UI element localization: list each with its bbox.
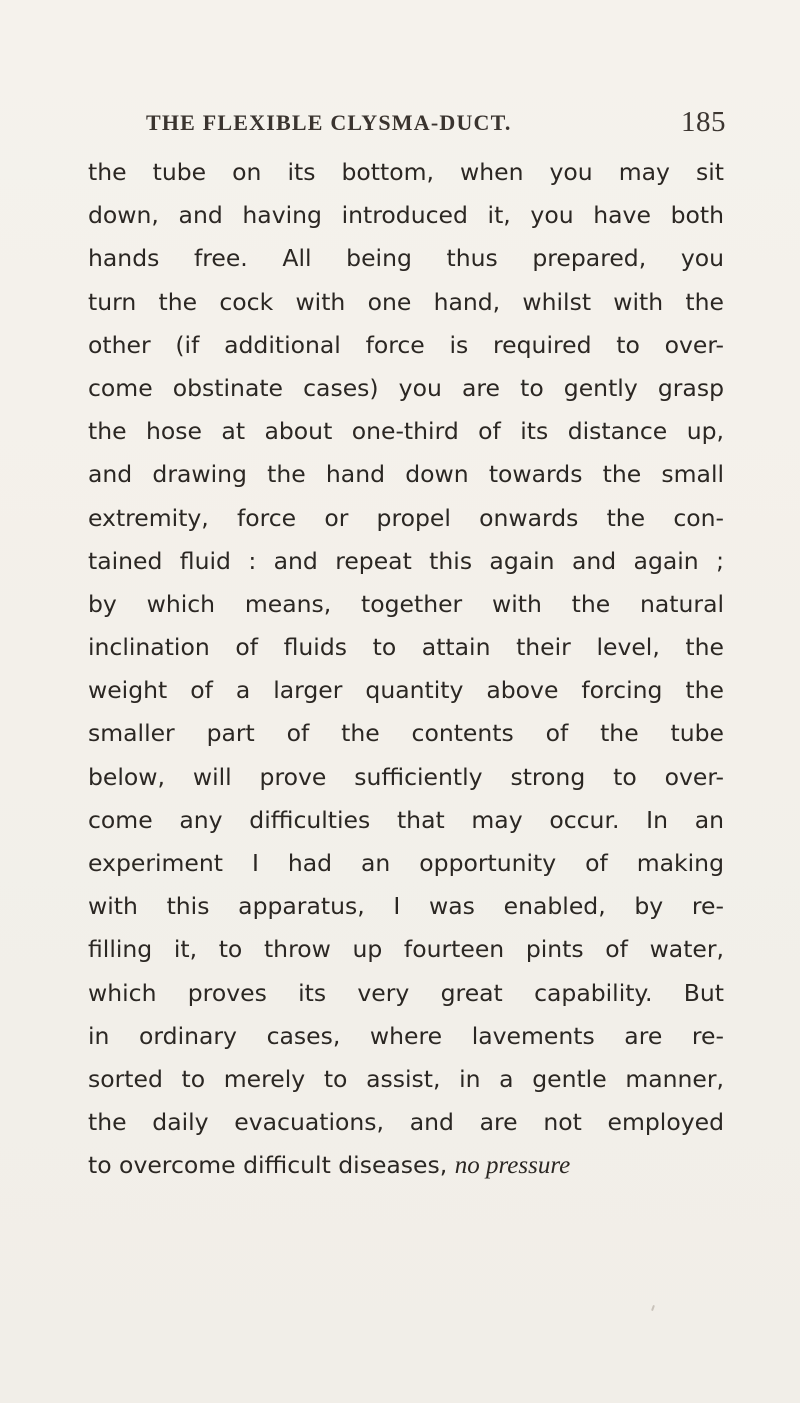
text-line: filling it, to throw up fourteen pints of water, — [88, 935, 724, 964]
final-line-italic-text: no pressure — [454, 1152, 571, 1180]
text-line: and drawing the hand down towards the small — [88, 460, 724, 489]
text-line: below, will prove sufficiently strong to over- — [88, 762, 724, 791]
final-line-text: to overcome difficult diseases, — [88, 1151, 448, 1180]
text-line-final — [88, 1144, 724, 1187]
text-line: which proves its very great capability. But — [88, 978, 724, 1007]
running-title: THE FLEXIBLE CLYSMA-DUCT. — [146, 110, 512, 135]
text-line: other (if additional force is required to over- — [88, 330, 724, 359]
text-line: hands free. All being thus prepared, you — [88, 244, 724, 273]
text-line: with this apparatus, I was enabled, by re- — [88, 892, 724, 921]
text-line: inclination of fluids to attain their level, the — [88, 633, 724, 662]
text-line: the daily evacuations, and are not employed — [88, 1108, 724, 1137]
running-head — [146, 106, 726, 146]
text-line: turn the cock with one hand, whilst with the — [88, 287, 724, 316]
text-line: come obstinate cases) you are to gently grasp — [88, 373, 724, 402]
text-line: weight of a larger quantity above forcing the — [88, 676, 724, 705]
text-line: the tube on its bottom, when you may sit — [88, 158, 724, 186]
text-line: tained fluid : and repeat this again and again ; — [88, 546, 724, 575]
text-line: sorted to merely to assist, in a gentle manner, — [88, 1064, 724, 1093]
text-line: smaller part of the contents of the tube — [88, 719, 724, 748]
text-line: experiment I had an opportunity of making — [88, 849, 724, 877]
text-line: by which means, together with the natural — [88, 589, 724, 618]
page-number: 185 — [681, 106, 726, 138]
text-line: in ordinary cases, where lavements are re- — [88, 1021, 724, 1050]
paper-speck — [651, 1305, 655, 1311]
body-text — [88, 151, 724, 1188]
text-line: the hose at about one-third of its distance up, — [88, 417, 724, 446]
text-line: extremity, force or propel onwards the con- — [88, 503, 724, 532]
text-line: come any difficulties that may occur. In an — [88, 805, 724, 834]
text-line: down, and having introduced it, you have both — [88, 201, 724, 230]
